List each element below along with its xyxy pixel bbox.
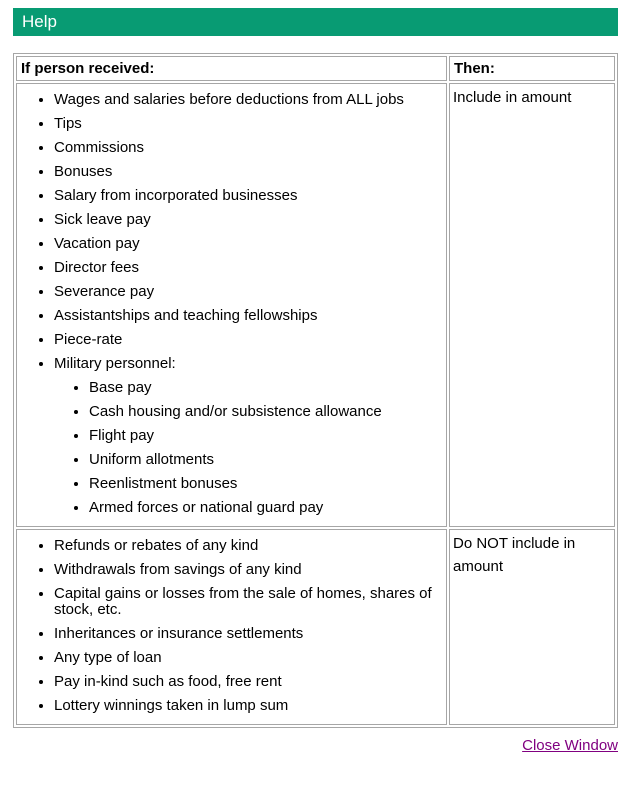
- list-item: • Tips: [54, 116, 443, 132]
- list-item: • Pay in-kind such as food, free rent: [54, 674, 443, 690]
- close-window-link[interactable]: Close Window: [522, 737, 618, 754]
- column-header-then: Then:: [449, 56, 615, 81]
- list-item: • Military personnel: • Base pay • Cash housing and/or subsistence allowance • Flight pay • Uniform allotments • Reenlistment bonuses • Armed forces or national guard pay: [54, 356, 443, 516]
- list-item: • Piece-rate: [54, 332, 443, 348]
- sub-list: [54, 380, 443, 516]
- sub-list-item: • Uniform allotments: [89, 452, 443, 468]
- list-item: • Director fees: [54, 260, 443, 276]
- page-title: Help: [22, 12, 57, 31]
- sub-list-item: • Flight pay: [89, 428, 443, 444]
- then-cell-exclude: Do NOT include in amount: [449, 529, 615, 725]
- then-cell-include: Include in amount: [449, 83, 615, 527]
- help-header-bar: [13, 8, 618, 36]
- help-table: [13, 53, 618, 728]
- list-item: • Inheritances or insurance settlements: [54, 626, 443, 642]
- list-item: • Salary from incorporated businesses: [54, 188, 443, 204]
- list-item: • Bonuses: [54, 164, 443, 180]
- list-item: • Lottery winnings taken in lump sum: [54, 698, 443, 714]
- list-item: • Assistantships and teaching fellowships: [54, 308, 443, 324]
- sub-list-item: • Reenlistment bonuses: [89, 476, 443, 492]
- list-item: • Sick leave pay: [54, 212, 443, 228]
- list-item: • Refunds or rebates of any kind: [54, 538, 443, 554]
- list-item: • Any type of loan: [54, 650, 443, 666]
- list-item: • Severance pay: [54, 284, 443, 300]
- if-received-cell-include: [16, 83, 447, 527]
- list-item: • Withdrawals from savings of any kind: [54, 562, 443, 578]
- income-include-list: [20, 92, 443, 516]
- list-item: • Capital gains or losses from the sale of homes, shares of stock, etc.: [54, 586, 443, 618]
- sub-list-item: • Armed forces or national guard pay: [89, 500, 443, 516]
- list-item: • Wages and salaries before deductions from ALL jobs: [54, 92, 443, 108]
- sub-list-item: • Cash housing and/or subsistence allowance: [89, 404, 443, 420]
- if-received-cell-exclude: [16, 529, 447, 725]
- table-row-exclude: [16, 529, 615, 725]
- list-item: • Vacation pay: [54, 236, 443, 252]
- list-item: • Commissions: [54, 140, 443, 156]
- sub-list-item: • Base pay: [89, 380, 443, 396]
- column-header-if-received: If person received:: [16, 56, 447, 81]
- table-row-include: [16, 83, 615, 527]
- income-exclude-list: [20, 538, 443, 714]
- footer: [13, 737, 618, 755]
- table-header-row: [16, 56, 615, 81]
